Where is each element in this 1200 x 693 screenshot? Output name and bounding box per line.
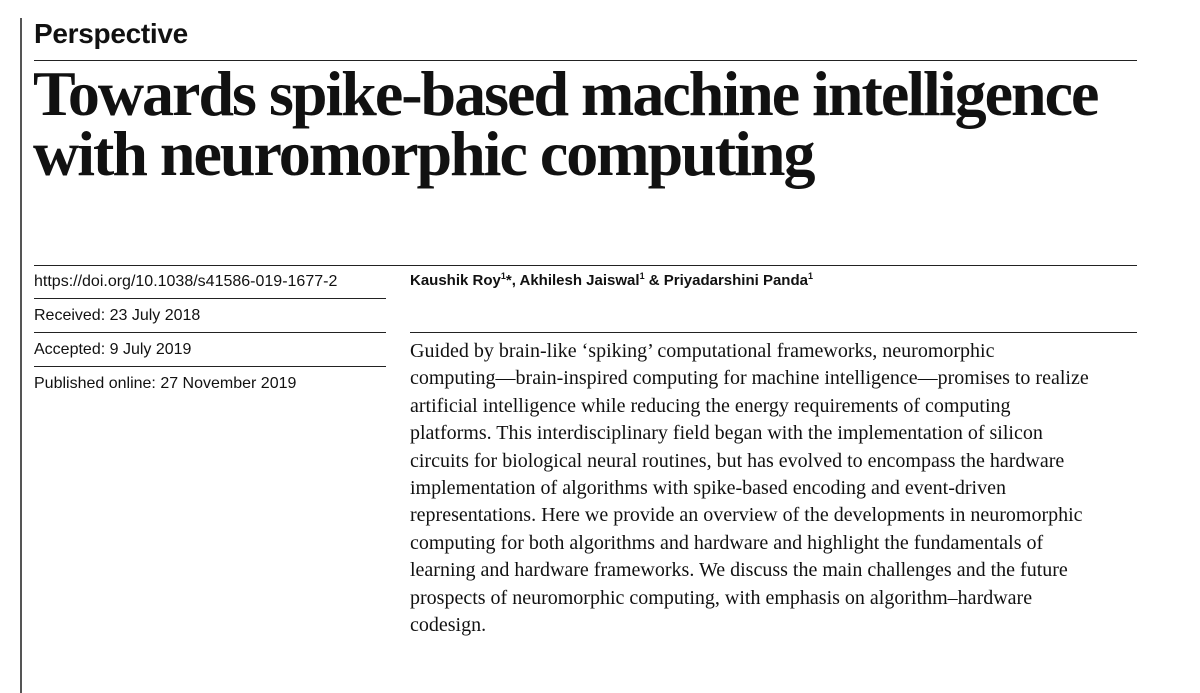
author-separator: & [644, 272, 664, 289]
abstract-rule [410, 332, 1137, 333]
author-separator: *, [505, 272, 520, 289]
abstract-line: representations. Here we provide an overview of the developments in neuromorphic [410, 504, 1083, 527]
author-name[interactable]: Priyadarshini Panda [663, 272, 808, 289]
published-date: Published online: 27 November 2019 [34, 375, 297, 392]
author-name[interactable]: Kaushik Roy [410, 272, 501, 289]
left-margin-rule [20, 18, 22, 693]
abstract-line: computing for both algorithms and hardware and highlight the fundamentals of [410, 531, 1044, 554]
abstract-line: codesign. [410, 614, 487, 637]
title-line-1: Towards spike-based machine intelligence [33, 58, 1098, 129]
affiliation-marker: 1 [500, 271, 506, 281]
affiliation-marker: 1 [807, 271, 813, 281]
abstract-line: prospects of neuromorphic computing, with emphasis on algorithm–hardware [410, 586, 1033, 609]
abstract-line: implementation of algorithms with spike-based encoding and event-driven [410, 477, 1006, 500]
author-name[interactable]: Akhilesh Jaiswal [519, 272, 640, 289]
section-label: Perspective [34, 18, 188, 49]
received-date: Received: 23 July 2018 [34, 307, 201, 324]
meta-divider [34, 298, 386, 299]
abstract [410, 338, 1140, 639]
abstract-line: platforms. This interdisciplinary field began with the implementation of silicon [410, 422, 1043, 445]
author-list [410, 271, 813, 289]
affiliation-marker: 1 [639, 271, 645, 281]
article-title [33, 58, 1143, 189]
abstract-line: computing—brain-inspired computing for machine intelligence—promises to realize [410, 367, 1089, 390]
abstract-line: circuits for biological neural routines, but has evolved to encompass the hardware [410, 449, 1065, 472]
doi-link[interactable]: https://doi.org/10.1038/s41586-019-1677-2 [34, 273, 338, 290]
meta-top-rule [34, 265, 1137, 266]
abstract-line: Guided by brain-like ‘spiking’ computational frameworks, neuromorphic [410, 340, 995, 362]
accepted-date: Accepted: 9 July 2019 [34, 341, 192, 358]
abstract-line: artificial intelligence while reducing the energy requirements of computing [410, 394, 1011, 417]
meta-divider [34, 366, 386, 367]
meta-divider [34, 332, 386, 333]
abstract-line: learning and hardware frameworks. We discuss the main challenges and the future [410, 559, 1068, 582]
title-line-2: with neuromorphic computing [33, 118, 814, 189]
